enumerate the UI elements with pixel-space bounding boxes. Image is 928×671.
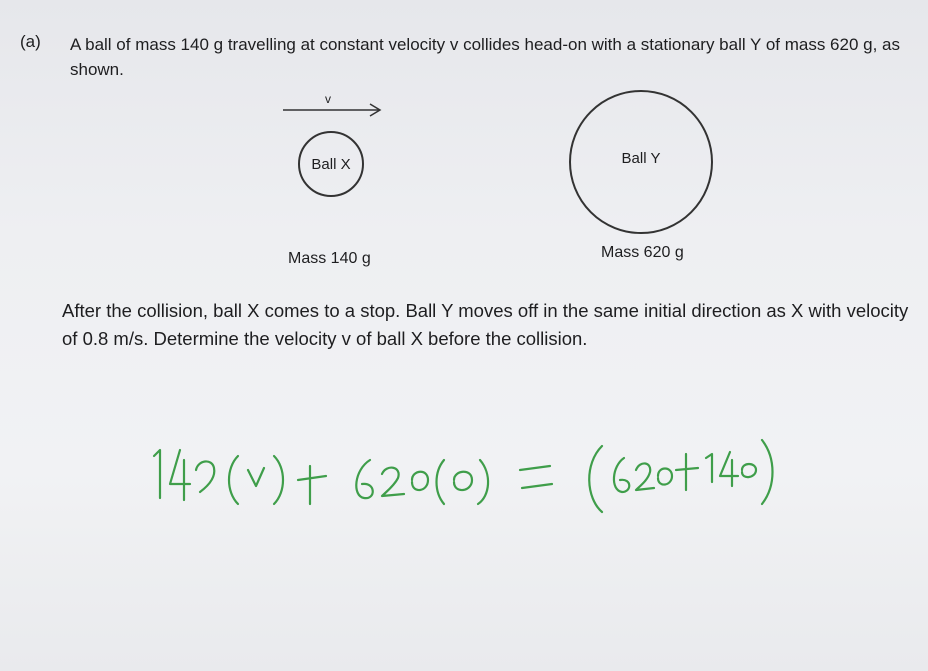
velocity-arrow [283,92,385,118]
arrow-right-icon [283,92,385,118]
question-text: A ball of mass 140 g travelling at constant velocity v collides head-on with a stationary ball Y of mass 620 g, as shown. [70,35,900,79]
ball-x-label: Ball X [311,155,351,173]
handwritten-answer [140,420,780,520]
question-label: (a) [20,32,41,51]
ball-y-circle [569,90,713,234]
ball-x-circle [298,131,364,197]
question-prompt: After the collision, ball X comes to a stop. Ball Y moves off in the same initial direction as X with velocity of 0.8 m/s. Determine the velocity v of ball X before the collision. [62,300,909,349]
ball-y-label: Ball Y [621,150,661,167]
ball-y-mass: Mass 620 g [601,244,684,261]
ball-x-mass: Mass 140 g [288,250,371,267]
velocity-label: v [325,92,331,106]
